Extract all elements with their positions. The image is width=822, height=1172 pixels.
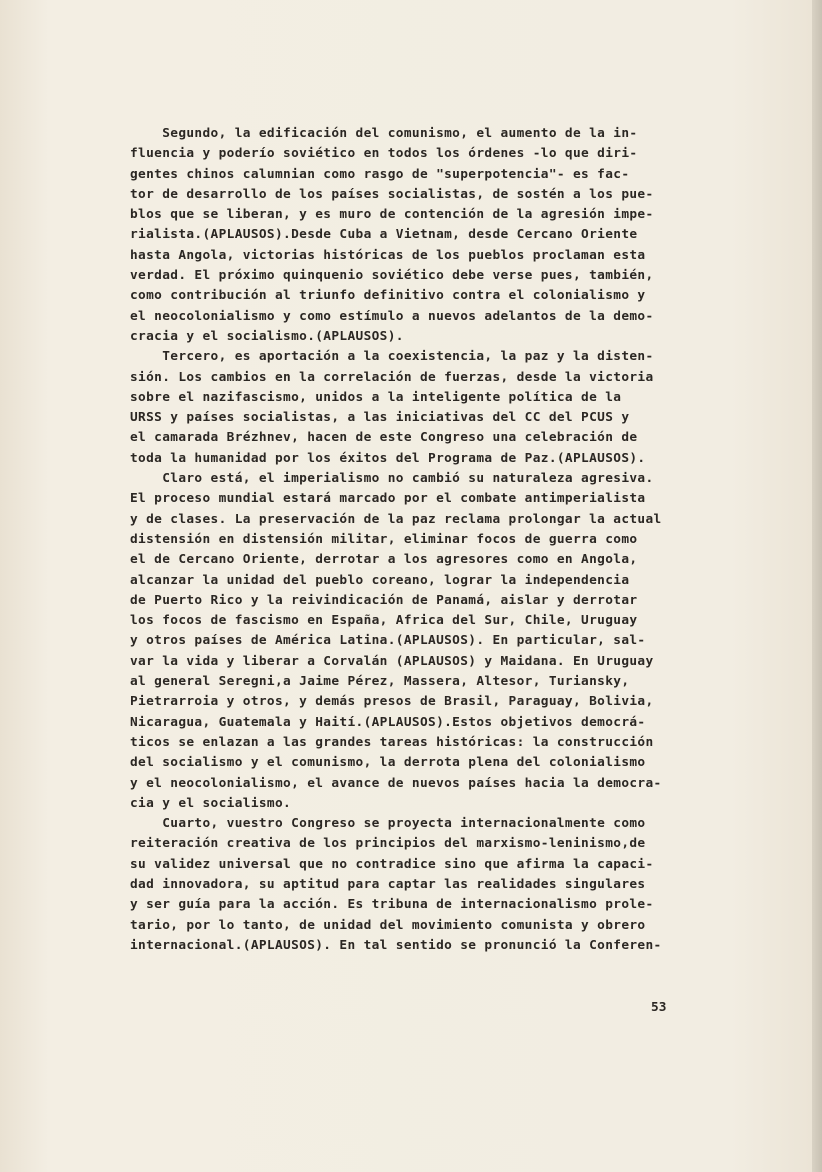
text-line: ticos se enlazan a las grandes tareas históricas: la construcción xyxy=(130,734,654,750)
text-line: reiteración creativa de los principios del marxismo-leninismo,de xyxy=(130,836,646,852)
text-line: dad innovadora, su aptitud para captar las realidades singulares xyxy=(130,876,646,892)
text-line: el de Cercano Oriente, derrotar a los agresores como en Angola, xyxy=(130,552,638,568)
text-line: cracia y el socialismo.(APLAUSOS). xyxy=(130,328,404,344)
text-line: blos que se liberan, y es muro de contención de la agresión impe- xyxy=(130,207,654,223)
text-line: distensión en distensión militar, eliminar focos de guerra como xyxy=(130,531,638,547)
text-line: su validez universal que no contradice sino que afirma la capaci- xyxy=(130,856,654,872)
text-line: gentes chinos calumnian como rasgo de "superpotencia"- es fac- xyxy=(130,166,630,182)
text-line: fluencia y poderío soviético en todos los órdenes -lo que diri- xyxy=(130,146,638,162)
page-edge xyxy=(812,0,822,1172)
body-text xyxy=(130,124,710,956)
text-line: cia y el socialismo. xyxy=(130,795,292,811)
text-line: Claro está, el imperialismo no cambió su naturaleza agresiva. xyxy=(130,471,654,487)
text-line: alcanzar la unidad del pueblo coreano, lograr la independencia xyxy=(130,572,630,588)
text-line: toda la humanidad por los éxitos del Programa de Paz.(APLAUSOS). xyxy=(130,450,646,466)
text-line: Segundo, la edificación del comunismo, el aumento de la in- xyxy=(130,126,638,141)
text-line: el camarada Brézhnev, hacen de este Congreso una celebración de xyxy=(130,430,638,446)
page-number: 53 xyxy=(651,1000,667,1015)
text-line: y el neocolonialismo, el avance de nuevos países hacia la democra- xyxy=(130,775,662,791)
text-line: tario, por lo tanto, de unidad del movimiento comunista y obrero xyxy=(130,917,646,933)
text-line: el neocolonialismo y como estímulo a nuevos adelantos de la demo- xyxy=(130,308,654,324)
text-line: var la vida y liberar a Corvalán (APLAUSOS) y Maidana. En Uruguay xyxy=(130,653,654,669)
text-line: internacional.(APLAUSOS). En tal sentido se pronunció la Conferen- xyxy=(130,937,662,953)
text-line: verdad. El próximo quinquenio soviético debe verse pues, también, xyxy=(130,268,654,284)
text-line: sión. Los cambios en la correlación de fuerzas, desde la victoria xyxy=(130,369,654,385)
text-line: tor de desarrollo de los países socialistas, de sostén a los pue- xyxy=(130,186,654,202)
text-line: y otros países de América Latina.(APLAUSOS). En particular, sal- xyxy=(130,633,646,649)
text-line: Pietrarroia y otros, y demás presos de Brasil, Paraguay, Bolivia, xyxy=(130,694,654,710)
text-line: El proceso mundial estará marcado por el combate antimperialista xyxy=(130,491,646,507)
text-line: Nicaragua, Guatemala y Haití.(APLAUSOS).Estos objetivos democrá- xyxy=(130,714,646,730)
text-line: al general Seregni,a Jaime Pérez, Massera, Altesor, Turiansky, xyxy=(130,674,630,690)
text-line: de Puerto Rico y la reivindicación de Panamá, aislar y derrotar xyxy=(130,592,638,608)
text-line: como contribución al triunfo definitivo contra el colonialismo y xyxy=(130,288,646,304)
text-line: rialista.(APLAUSOS).Desde Cuba a Vietnam, desde Cercano Oriente xyxy=(130,227,638,243)
text-line: URSS y países socialistas, a las iniciativas del CC del PCUS y xyxy=(130,410,630,426)
text-line: Cuarto, vuestro Congreso se proyecta internacionalmente como xyxy=(130,816,646,832)
text-line: Tercero, es aportación a la coexistencia, la paz y la disten- xyxy=(130,349,654,365)
text-line: sobre el nazifascismo, unidos a la inteligente política de la xyxy=(130,389,622,405)
text-line: y de clases. La preservación de la paz reclama prolongar la actual xyxy=(130,511,662,527)
text-line: del socialismo y el comunismo, la derrota plena del colonialismo xyxy=(130,755,646,771)
text-line: los focos de fascismo en España, Africa del Sur, Chile, Uruguay xyxy=(130,613,638,629)
text-line: y ser guía para la acción. Es tribuna de internacionalismo prole- xyxy=(130,897,654,913)
text-line: hasta Angola, victorias históricas de los pueblos proclaman esta xyxy=(130,247,646,263)
